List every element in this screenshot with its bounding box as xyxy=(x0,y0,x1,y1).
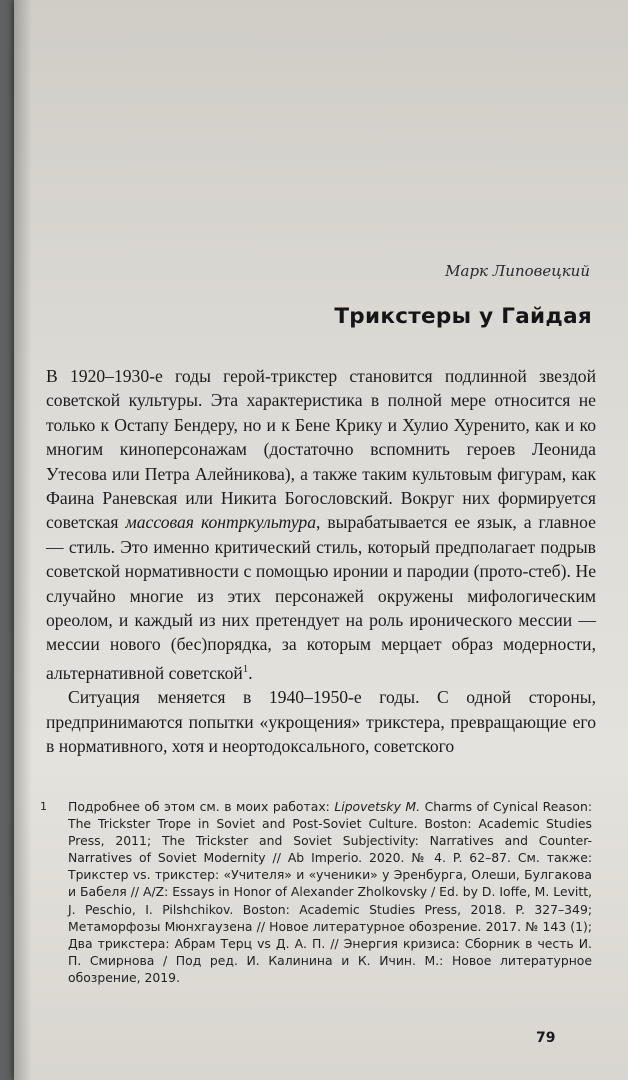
footnote-reference: 1 xyxy=(242,662,249,675)
book-page xyxy=(14,0,628,1080)
paragraph-1: В 1920–1930-е годы герой-трикстер становится подлинной звездой советской культуры. Эта характеристика в полной мере относится не только к Остапу Бендеру, но и к Бене Крику и Хулио Хуренито, как и ко многим киноперсонажам (достаточно вспомнить героев Леонида Утесова или Петра Алейникова), а также таким культовым фигурам, как Фаина Раневская или Никита Богословский. Вокруг них формируется советская массовая контркультура, вырабатывается ее язык, а главное — стиль. Это именно критический стиль, который предполагает подрыв советской нормативности с помощью иронии и пародии (прото-стеб). Не случайно многие из этих персонажей окружены мифологическим ореолом, и каждый из них претендует на роль иронического мессии — мессии нового (бес)порядка, за которым мерцает образ модерности, альтернативной советской$^1$. xyxy=(46,366,596,683)
paragraph-2: Ситуация меняется в 1940–1950-е годы. С одной стороны, предпринимаются попытки «укрощения» трикстера, превращающие его в нормативного, хотя и неортодоксального, советского xyxy=(46,687,596,756)
italic-text: массовая контркультура xyxy=(125,512,316,533)
footnote-mark: 1 xyxy=(40,800,47,813)
footnote xyxy=(40,798,592,986)
page-number: 79 xyxy=(536,1030,556,1046)
body-text xyxy=(46,364,596,758)
footnote-text: Подробнее об этом см. в моих работах: Lipovetsky M. Charms of Cynical Reason: The Trickster Trope in Soviet and Post-Soviet Culture. Boston: Academic Studies Press, 2011; The Trickster and Soviet Subjectivity: Narratives and Counter-Narratives of Soviet Modernity // Ab Imperio. 2020. № 4. P. 62–87. См. также: Трикстер vs. трикстер: «Учителя» и «ученики» у Эренбурга, Олеши, Булгакова и Бабеля // A/Z: Essays in Honor of Alexander Zholkovsky / Ed. by D. Ioffe, M. Levitt, J. Peschio, I. Pilshchikov. Boston: Academic Studies Press, 2018. P. 327–349; Метаморфозы Мюнхгаузена // Новое литературное обозрение. 2017. № 143 (1); Два трикстера: Абрам Терц vs Д. А. П. // Энергия кризиса: Сборник в честь И. П. Смирнова / Под ред. И. Калинина и К. Ичин. М.: Новое литературное обозрение, 2019. xyxy=(68,799,592,985)
author-name: Марк Липовецкий xyxy=(445,262,590,280)
italic-text: Lipovetsky M. xyxy=(334,799,421,814)
chapter-title: Трикстеры у Гайдая xyxy=(334,304,592,329)
